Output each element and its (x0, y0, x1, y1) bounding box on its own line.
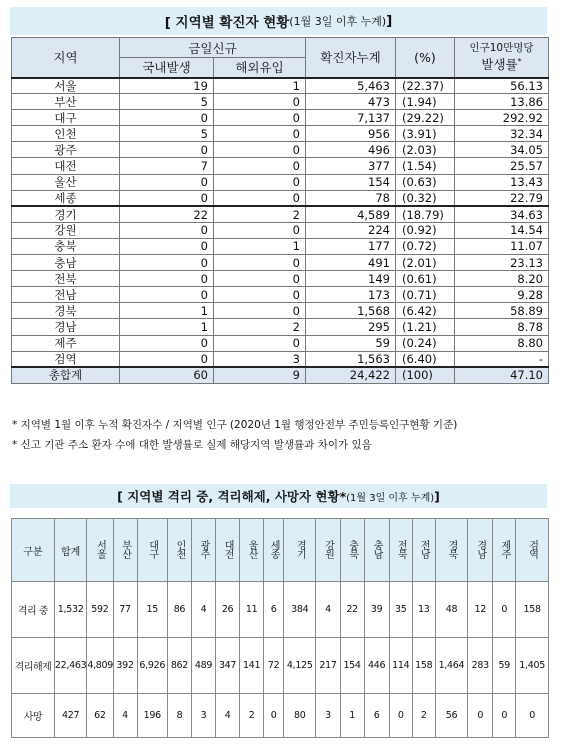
table-cell: 8 (167, 694, 191, 738)
cell-region: 강원 (12, 222, 120, 238)
header-col (316, 519, 340, 582)
cell-domestic: 0 (120, 190, 214, 206)
cell-region: 경북 (12, 303, 120, 319)
table-cell: 0 (493, 582, 516, 638)
cell-cumulative: 1,568 (306, 303, 396, 319)
title-end: ] (386, 13, 393, 29)
cell-pct: (6.42) (396, 303, 455, 319)
table-cell: 158 (412, 638, 435, 694)
header-col-label: 서울 (94, 539, 106, 558)
table-row (12, 110, 549, 126)
cell-pct: (0.92) (396, 222, 455, 238)
header-pct: (%) (396, 38, 455, 78)
header-col (167, 519, 191, 582)
cell-domestic: 7 (120, 158, 214, 174)
header-col-label: 강원 (322, 539, 334, 558)
header-per100k (455, 38, 549, 78)
table-cell: 217 (316, 638, 340, 694)
cell-pct: (29.22) (396, 110, 455, 126)
cell-pct: (2.03) (396, 142, 455, 158)
header-cumulative: 확진자누계 (306, 38, 396, 78)
table-cell: 1,464 (435, 638, 467, 694)
cell-overseas: 0 (214, 142, 306, 158)
header-col (340, 519, 364, 582)
table-row (12, 94, 549, 110)
cell-region: 세종 (12, 190, 120, 206)
header-col (468, 519, 493, 582)
cell-overseas: 0 (214, 271, 306, 287)
cell-pct: (3.91) (396, 126, 455, 142)
regional-cases-title (10, 7, 547, 35)
table-row (12, 222, 549, 238)
table-cell: 0 (493, 694, 516, 738)
header-col-label: 대전 (222, 539, 234, 558)
cell-region: 대구 (12, 110, 120, 126)
header-col-label: 구분 (23, 546, 43, 558)
header-col-label: 합계 (60, 546, 81, 558)
table-row (12, 126, 549, 142)
cell-region: 제주 (12, 335, 120, 351)
cell-per100k: 9.28 (455, 287, 549, 303)
table-cell: 11 (240, 582, 264, 638)
cell-domestic: 1 (120, 319, 214, 335)
cell-overseas: 0 (214, 303, 306, 319)
header-today-new: 금일신규 (120, 38, 306, 58)
table-cell: 4,125 (284, 638, 316, 694)
cell-pct: (1.94) (396, 94, 455, 110)
header-col (364, 519, 389, 582)
cell-overseas: 2 (214, 206, 306, 222)
table-row (12, 694, 549, 738)
cell-overseas: 0 (214, 158, 306, 174)
header-col-label: 광주 (198, 539, 209, 558)
table-cell: 154 (340, 638, 364, 694)
cell-pct: (6.40) (396, 351, 455, 367)
table-cell: 158 (516, 582, 549, 638)
table-row (12, 367, 549, 383)
table-cell: 2 (240, 694, 264, 738)
cell-cumulative: 5,463 (306, 78, 396, 94)
cell-region: 충북 (12, 238, 120, 254)
header-region: 지역 (12, 38, 120, 78)
cell-overseas: 0 (214, 287, 306, 303)
cell-cumulative: 24,422 (306, 367, 396, 383)
table-cell: 141 (240, 638, 264, 694)
table-row (12, 582, 549, 638)
table-cell: 13 (412, 582, 435, 638)
cell-per100k: 13.86 (455, 94, 549, 110)
table-cell: 22 (340, 582, 364, 638)
title-sub: (1월 3일 이후 누계) (289, 15, 387, 28)
table-row (12, 335, 549, 351)
cell-domestic: 0 (120, 142, 214, 158)
header-col-label: 충남 (371, 539, 383, 558)
cell-pct: (22.37) (396, 78, 455, 94)
table-cell: 6,926 (137, 638, 167, 694)
cell-domestic: 22 (120, 206, 214, 222)
cell-cumulative: 473 (306, 94, 396, 110)
cell-domestic: 0 (120, 222, 214, 238)
header-col (191, 519, 215, 582)
table-cell: 0 (468, 694, 493, 738)
table-cell: 862 (167, 638, 191, 694)
header-col-label: 세종 (268, 539, 280, 558)
cell-overseas: 0 (214, 94, 306, 110)
cell-per100k: 23.13 (455, 255, 549, 271)
header-per100k-line1: 인구10만명당 (469, 42, 534, 55)
table-cell: 72 (264, 638, 284, 694)
cell-region: 검역 (12, 351, 120, 367)
cell-pct: (0.61) (396, 271, 455, 287)
table-row (12, 174, 549, 190)
header-col (12, 519, 55, 582)
cell-overseas: 0 (214, 126, 306, 142)
header-col (412, 519, 435, 582)
table-row (12, 271, 549, 287)
header-col-label: 제주 (498, 539, 510, 558)
header-col-label: 검역 (526, 539, 538, 558)
cell-overseas: 1 (214, 238, 306, 254)
cell-overseas: 0 (214, 255, 306, 271)
header-col (216, 519, 240, 582)
cell-per100k: 292.92 (455, 110, 549, 126)
table-row (12, 238, 549, 254)
table-cell: 6 (364, 694, 389, 738)
header-col (54, 519, 86, 582)
table-cell: 1 (340, 694, 364, 738)
table-cell: 3 (316, 694, 340, 738)
table-cell: 48 (435, 582, 467, 638)
cell-per100k: 14.54 (455, 222, 549, 238)
cell-cumulative: 224 (306, 222, 396, 238)
row-header: 격리 중 (12, 582, 55, 638)
isolation-status-title (10, 484, 547, 508)
table-cell: 4 (191, 582, 215, 638)
cell-per100k: 58.89 (455, 303, 549, 319)
header-col-label: 인천 (173, 539, 185, 558)
cell-per100k: 8.20 (455, 271, 549, 287)
regional-cases-table (11, 37, 549, 384)
cell-region: 경남 (12, 319, 120, 335)
cell-cumulative: 377 (306, 158, 396, 174)
table-cell: 6 (264, 582, 284, 638)
title-main: [ 지역별 확진자 현황 (164, 15, 290, 31)
cell-domestic: 60 (120, 367, 214, 383)
header-col-label: 경남 (474, 539, 486, 558)
header-col (516, 519, 549, 582)
cell-cumulative: 149 (306, 271, 396, 287)
table-cell: 384 (284, 582, 316, 638)
cell-region: 대전 (12, 158, 120, 174)
header-col (493, 519, 516, 582)
header-col (435, 519, 467, 582)
cell-domestic: 5 (120, 94, 214, 110)
cell-overseas: 0 (214, 190, 306, 206)
cell-overseas: 2 (214, 319, 306, 335)
footnote-1: * 지역별 1월 이후 누적 확진자수 / 지역별 인구 (2020년 1월 행정안전부 주민등록인구현황 기준) (12, 419, 458, 431)
cell-pct: (18.79) (396, 206, 455, 222)
table-row (12, 142, 549, 158)
table-cell: 35 (389, 582, 412, 638)
cell-domestic: 0 (120, 287, 214, 303)
cell-overseas: 3 (214, 351, 306, 367)
cell-cumulative: 4,589 (306, 206, 396, 222)
cell-cumulative: 173 (306, 287, 396, 303)
cell-region: 충남 (12, 255, 120, 271)
header-col (284, 519, 316, 582)
cell-region: 경기 (12, 206, 120, 222)
cell-overseas: 1 (214, 78, 306, 94)
cell-cumulative: 491 (306, 255, 396, 271)
cell-per100k: 34.63 (455, 206, 549, 222)
cell-domestic: 19 (120, 78, 214, 94)
title2-sub: (1월 3일 이후 누계) (346, 492, 435, 504)
table-cell: 283 (468, 638, 493, 694)
cell-per100k: 13.43 (455, 174, 549, 190)
table-row (12, 190, 549, 206)
header-col (137, 519, 167, 582)
cell-per100k: 34.05 (455, 142, 549, 158)
table-cell: 3 (191, 694, 215, 738)
table-row (12, 319, 549, 335)
cell-region: 광주 (12, 142, 120, 158)
table-cell: 4,809 (87, 638, 113, 694)
cell-per100k: - (455, 351, 549, 367)
cell-pct: (0.24) (396, 335, 455, 351)
cell-pct: (2.01) (396, 255, 455, 271)
table-cell: 22,463 (54, 638, 86, 694)
cell-pct: (1.54) (396, 158, 455, 174)
table-cell: 4 (216, 694, 240, 738)
table-row (12, 303, 549, 319)
header-col-label: 전북 (395, 539, 407, 558)
table-cell: 86 (167, 582, 191, 638)
cell-per100k: 8.78 (455, 319, 549, 335)
cell-domestic: 1 (120, 303, 214, 319)
title2-end: ] (434, 488, 440, 504)
cell-domestic: 0 (120, 238, 214, 254)
cell-cumulative: 496 (306, 142, 396, 158)
cell-cumulative: 956 (306, 126, 396, 142)
cell-cumulative: 7,137 (306, 110, 396, 126)
cell-pct: (0.32) (396, 190, 455, 206)
header-domestic: 국내발생 (120, 58, 214, 78)
cell-region: 전남 (12, 287, 120, 303)
header-col (87, 519, 113, 582)
table-cell: 4 (113, 694, 137, 738)
cell-domestic: 0 (120, 255, 214, 271)
header-col-label: 대구 (146, 539, 158, 558)
table-cell: 0 (389, 694, 412, 738)
table-cell: 15 (137, 582, 167, 638)
table-cell: 39 (364, 582, 389, 638)
cell-domestic: 5 (120, 126, 214, 142)
cell-per100k: 56.13 (455, 78, 549, 94)
table-cell: 2 (412, 694, 435, 738)
header-col-label: 부산 (119, 539, 131, 558)
row-header: 사망 (12, 694, 55, 738)
table-cell: 80 (284, 694, 316, 738)
header-col (113, 519, 137, 582)
table-row (12, 351, 549, 367)
cell-domestic: 0 (120, 271, 214, 287)
table-cell: 592 (87, 582, 113, 638)
table-cell: 56 (435, 694, 467, 738)
header-overseas: 해외유입 (214, 58, 306, 78)
isolation-status-table (11, 518, 549, 738)
cell-region: 부산 (12, 94, 120, 110)
table-cell: 12 (468, 582, 493, 638)
cell-region: 서울 (12, 78, 120, 94)
title2-main: [ 지역별 격리 중, 격리해제, 사망자 현황* (117, 489, 347, 504)
cell-pct: (0.71) (396, 287, 455, 303)
table-cell: 0 (516, 694, 549, 738)
table-cell: 489 (191, 638, 215, 694)
table-cell: 77 (113, 582, 137, 638)
cell-per100k: 47.10 (455, 367, 549, 383)
table-cell: 446 (364, 638, 389, 694)
cell-cumulative: 59 (306, 335, 396, 351)
cell-overseas: 0 (214, 222, 306, 238)
cell-region: 총합계 (12, 367, 120, 383)
table-cell: 4 (316, 582, 340, 638)
cell-overseas: 0 (214, 110, 306, 126)
table-cell: 59 (493, 638, 516, 694)
header-col-label: 경기 (294, 539, 306, 558)
header-col-label: 충북 (346, 539, 358, 558)
cell-cumulative: 154 (306, 174, 396, 190)
cell-domestic: 0 (120, 335, 214, 351)
cell-domestic: 0 (120, 110, 214, 126)
cell-per100k: 32.34 (455, 126, 549, 142)
table-cell: 427 (54, 694, 86, 738)
table-cell: 196 (137, 694, 167, 738)
cell-per100k: 11.07 (455, 238, 549, 254)
footnote-2: * 신고 기관 주소 환자 수에 대한 발생률로 실제 해당지역 발생률과 차이가 있음 (12, 439, 372, 451)
cell-cumulative: 177 (306, 238, 396, 254)
table-cell: 1,532 (54, 582, 86, 638)
table-row (12, 78, 549, 94)
table-cell: 1,405 (516, 638, 549, 694)
table-cell: 392 (113, 638, 137, 694)
cell-region: 인천 (12, 126, 120, 142)
cell-domestic: 0 (120, 351, 214, 367)
table-cell: 62 (87, 694, 113, 738)
cell-domestic: 0 (120, 174, 214, 190)
cell-per100k: 25.57 (455, 158, 549, 174)
cell-pct: (100) (396, 367, 455, 383)
table-row (12, 158, 549, 174)
header-col-label: 울산 (246, 539, 258, 558)
cell-pct: (1.21) (396, 319, 455, 335)
table-row (12, 638, 549, 694)
header-col-label: 경북 (445, 539, 457, 558)
table-cell: 26 (216, 582, 240, 638)
cell-per100k: 8.80 (455, 335, 549, 351)
cell-overseas: 0 (214, 174, 306, 190)
table-row (12, 206, 549, 222)
cell-pct: (0.72) (396, 238, 455, 254)
cell-region: 전북 (12, 271, 120, 287)
header-col (389, 519, 412, 582)
header-per100k-line2: 발생률* (481, 57, 522, 73)
table-cell: 347 (216, 638, 240, 694)
header-col (264, 519, 284, 582)
table-row (12, 255, 549, 271)
header-col-label: 전남 (418, 539, 430, 558)
cell-cumulative: 1,563 (306, 351, 396, 367)
cell-overseas: 9 (214, 367, 306, 383)
cell-region: 울산 (12, 174, 120, 190)
table-cell: 0 (264, 694, 284, 738)
cell-overseas: 0 (214, 335, 306, 351)
row-header: 격리해제 (12, 638, 55, 694)
table-row (12, 287, 549, 303)
cell-per100k: 22.79 (455, 190, 549, 206)
table-cell: 114 (389, 638, 412, 694)
header-col (240, 519, 264, 582)
cell-cumulative: 295 (306, 319, 396, 335)
cell-pct: (0.63) (396, 174, 455, 190)
cell-cumulative: 78 (306, 190, 396, 206)
